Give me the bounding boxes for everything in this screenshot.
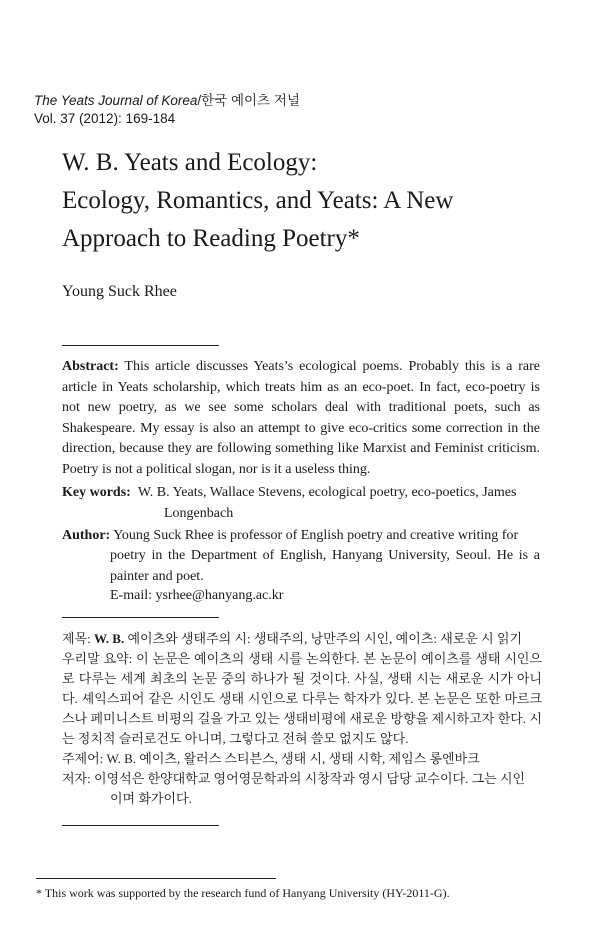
journal-title-english: The Yeats Journal of Korea: [34, 93, 198, 108]
korean-author-label: 저자:: [62, 771, 91, 786]
keywords-label: Key words:: [62, 485, 131, 500]
korean-summary-label: 우리말 요약:: [62, 651, 133, 666]
korean-keywords-label: 주제어:: [62, 751, 104, 766]
korean-title-label: 제목:: [62, 631, 91, 646]
keywords-line-2: Longenbach: [164, 506, 234, 521]
keywords-line-1: W. B. Yeats, Wallace Stevens, ecological poetry, eco-poetics, James: [137, 485, 517, 500]
volume-info: Vol. 37 (2012): 169-184: [34, 111, 176, 126]
korean-keywords-text: W. B. 예이츠, 왈러스 스티븐스, 생태 시, 생태 시학, 제임스 롱엔바크: [103, 751, 480, 766]
footnote: * This work was supported by the research fund of Hanyang University (HY-2011-G).: [36, 886, 450, 900]
abstract: [62, 357, 540, 480]
journal-name: [34, 92, 300, 110]
keywords: [62, 483, 540, 504]
korean-summary: [62, 649, 542, 749]
korean-summary-text: 이 논문은 예이츠의 생태 시를 논의한다. 본 논문이 예이츠를 생태 시인으로 다루는 세계 최초의 논문 중의 하나가 될 것이다. 사실, 생태 시는 새로운 시가 아니다. 셰익스피어 같은 시인도 생태 시인으로 다루는 학자가 있다. 본 논문은 또한 마르크스나 페미니스트 비평의 길을 가고 있는 생태비평에 새로운 방향을 제시하고자 한다. 시는 정치적 슬러로건도 아니며, 그렇다고 전혀 쓸모 없지도 않다.: [62, 651, 542, 746]
author-name: Young Suck Rhee: [62, 283, 177, 300]
title-line-2: Ecology, Romantics, and Yeats: A New: [62, 187, 454, 214]
korean-title-text: 예이츠와 생태주의 시: 생태주의, 낭만주의 시인, 예이츠: 새로운 시 읽기: [124, 631, 523, 646]
korean-author-continued: 이며 화가이다.: [110, 791, 192, 806]
title-line-1: W. B. Yeats and Ecology:: [62, 149, 318, 176]
author-label: Author:: [62, 528, 111, 543]
article-title: [62, 144, 542, 258]
abstract-label: Abstract:: [62, 359, 119, 374]
divider-middle: [62, 617, 219, 618]
korean-author-text: 이영석은 한양대학교 영어영문학과의 시창작과 영시 담당 교수이다. 그는 시인: [90, 771, 526, 786]
title-line-3: Approach to Reading Poetry*: [62, 225, 360, 252]
divider-bottom: [62, 825, 219, 826]
korean-author: [62, 769, 542, 789]
korean-keywords: [62, 749, 542, 769]
author-email: E-mail: ysrhee@hanyang.ac.kr: [110, 588, 284, 603]
journal-title-korean: /한국 예이츠 저널: [197, 93, 300, 108]
divider-top: [62, 345, 219, 346]
author-info: [62, 526, 540, 547]
korean-title-bold: W. B.: [93, 631, 125, 646]
footnote-divider: [36, 878, 276, 879]
korean-summary-block: [62, 629, 542, 809]
author-info-line-1: Young Suck Rhee is professor of English poetry and creative writing for: [113, 528, 519, 543]
abstract-text: This article discusses Yeats’s ecological poems. Probably this is a rare article in Yeats scholarship, which treats him as an eco-poet. In fact, eco-poetry is not new poetry, as we see some scholars deal with traditional poets, such as Shakespeare. My essay is also an attempt to give eco-critics some correction in the direction, because they are following something like Marxist and Feminist criticism. Poetry is not a political slogan, nor is it a useless thing.: [62, 359, 540, 477]
author-info-continued: poetry in the Department of English, Hanyang University, Seoul. He is a painter and poet.: [110, 548, 540, 584]
korean-title: [62, 629, 542, 649]
